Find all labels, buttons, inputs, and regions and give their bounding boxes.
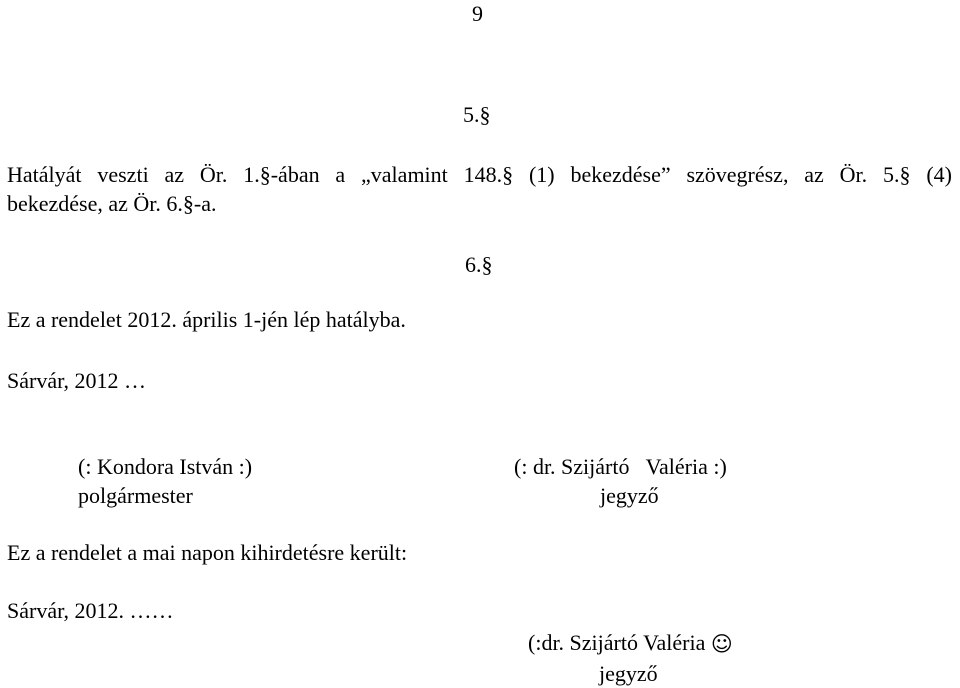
notary-title: jegyző: [600, 483, 659, 508]
promulgation-signature-block: [528, 628, 733, 688]
promulgation-statement: Ez a rendelet a mai napon kihirdetésre került:: [7, 540, 408, 565]
section-6-text: Ez a rendelet 2012. április 1-jén lép hatályba.: [7, 307, 406, 332]
section-6-heading: 6.§: [465, 252, 493, 277]
smiley-icon: ☺: [710, 632, 733, 656]
mayor-title: polgármester: [78, 483, 193, 508]
place-and-date: Sárvár, 2012 …: [7, 368, 147, 393]
mayor-name: (: Kondora István :): [78, 454, 253, 479]
section-5-heading: 5.§: [463, 102, 491, 127]
notary-signature-block: [514, 452, 727, 510]
section-5-text-line-1: Hatályát veszti az Ör. 1.§-ában a „valamint 148.§ (1) bekezdése” szövegrész, az Ör. 5.§ (4): [7, 162, 952, 187]
section-5-text-line-2: bekezdése, az Ör. 6.§-a.: [7, 191, 217, 216]
promulgation-signer-name: (:dr. Szijártó Valéria: [528, 630, 706, 655]
page-number: 9: [472, 1, 483, 26]
mayor-signature-block: [78, 452, 252, 510]
promulgation-place-and-date: Sárvár, 2012. ……: [7, 598, 174, 623]
notary-name: (: dr. Szijártó Valéria :): [514, 454, 727, 479]
promulgation-signer-title: jegyző: [599, 661, 658, 686]
promulgation-signer-line: [528, 628, 733, 659]
